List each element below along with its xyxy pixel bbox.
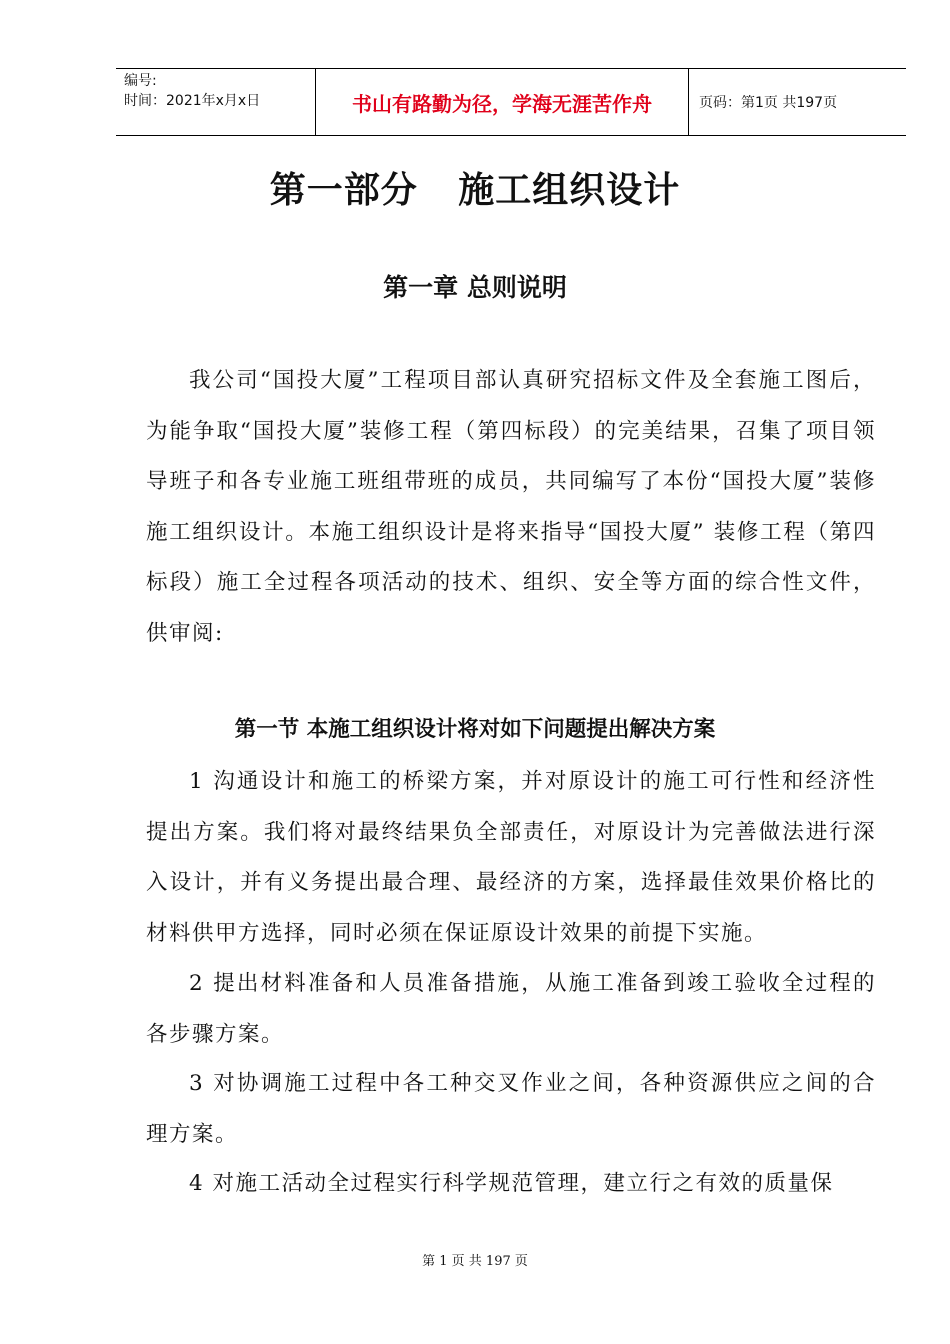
header-meta-cell: [116, 69, 316, 135]
list-item: 4 对施工活动全过程实行科学规范管理，建立行之有效的质量保: [189, 1171, 834, 1196]
header-motto: 书山有路勤为径，学海无涯苦作舟: [352, 91, 652, 116]
chapter-title: 第一章 总则说明: [383, 273, 567, 302]
list-item: 2 提出材料准备和人员准备措施，从施工准备到竣工验收全过程的各步骤方案。: [146, 971, 876, 1047]
page-header: [116, 68, 906, 136]
list-item: 1 沟通设计和施工的桥梁方案，并对原设计的施工可行性和经济性提出方案。我们将对最终结果负全部责任，对原设计为完善做法进行深入设计，并有义务提出最合理、最经济的方案，选择最佳效果价格比的材料供甲方选择，同时必须在保证原设计效果的前提下实施。: [146, 769, 876, 946]
part-title: 第一部分 施工组织设计: [269, 170, 681, 211]
intro-paragraph: 我公司“国投大厦”工程项目部认真研究招标文件及全套施工图后，为能争取“国投大厦”装修工程（第四标段）的完美结果，召集了项目领导班子和各专业施工班组带班的成员，共同编写了本份“国投大厦”装修施工组织设计。本施工组织设计是将来指导“国投大厦” 装修工程（第四标段）施工全过程各项活动的技术、组织、安全等方面的综合性文件，供审阅:: [146, 368, 876, 646]
list-item: 3 对协调施工过程中各工种交叉作业之间，各种资源供应之间的合理方案。: [146, 1071, 876, 1147]
date-label: 时间：2021年x月x日: [124, 93, 261, 109]
header-page-number: 页码：第1页 共197页: [699, 95, 838, 111]
serial-number-label: 编号:: [124, 73, 157, 89]
header-page-cell: [689, 69, 906, 135]
header-motto-cell: [316, 69, 689, 135]
page-footer: 第 1 页 共 197 页: [422, 1254, 528, 1269]
section-title: 第一节 本施工组织设计将对如下问题提出解决方案: [234, 717, 716, 742]
